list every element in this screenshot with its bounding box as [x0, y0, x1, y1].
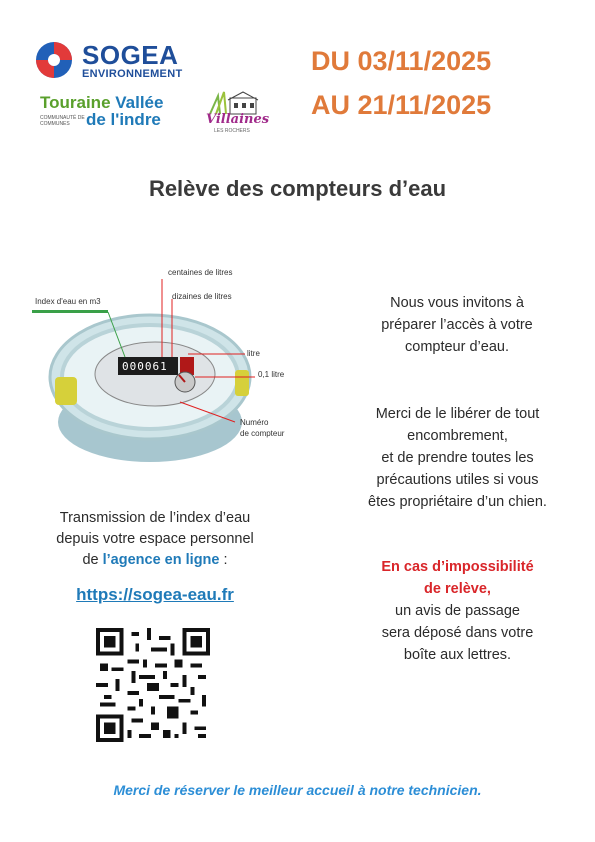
- villaines-name: Villaines: [206, 112, 270, 127]
- transmission-prefix: de: [82, 552, 103, 568]
- tvi-small-text: COMMUNAUTÉ DE COMMUNES: [40, 115, 85, 127]
- date-from: DU 03/11/2025: [311, 46, 492, 76]
- website-link[interactable]: https://sogea-eau.fr: [76, 585, 234, 604]
- invite-line: compteur d’eau.: [405, 339, 509, 355]
- impossible-red-line: En cas d’impossibilité: [381, 559, 534, 575]
- villaines-logo: [200, 90, 270, 140]
- tvi-logo: [40, 93, 190, 133]
- centaines-label: centaines de litres: [168, 268, 233, 277]
- tvi-vallee: Vallée: [115, 93, 164, 112]
- free-line: Merci de le libérer de tout: [375, 406, 540, 422]
- numero-label-2: de compteur: [240, 429, 285, 438]
- water-meter-illustration: [30, 262, 315, 477]
- tvi-touraine: Touraine: [40, 93, 116, 112]
- agence-en-ligne: l’agence en ligne: [102, 552, 220, 568]
- impossibility-notice: [320, 556, 595, 666]
- free-line: et de prendre toutes les: [381, 450, 534, 466]
- footer-message: Merci de réserver le meilleur accueil à notre technicien.: [113, 782, 482, 798]
- free-access-text: [320, 403, 595, 513]
- qr-code-icon[interactable]: [96, 628, 210, 742]
- free-line: encombrement,: [407, 428, 508, 444]
- invite-text: [322, 292, 592, 358]
- tvi-line2: de l'indre: [86, 110, 161, 129]
- invite-line: Nous vous invitons à: [390, 295, 524, 311]
- sogea-logo: [34, 40, 224, 84]
- free-line: précautions utiles si vous: [376, 472, 539, 488]
- transmission-text: [20, 508, 290, 571]
- litre-label: litre: [247, 349, 260, 358]
- numero-label-1: Numéro: [240, 418, 269, 427]
- date-to: AU 21/11/2025: [311, 90, 492, 120]
- page-title: Relève des compteurs d’eau: [148, 176, 447, 201]
- transmission-line: [20, 550, 290, 571]
- index-label: Index d'eau en m3: [35, 297, 101, 306]
- impossible-line: sera déposé dans votre: [381, 625, 534, 641]
- impossible-line: boîte aux lettres.: [403, 647, 512, 663]
- transmission-suffix: :: [219, 552, 228, 568]
- impossible-red-line: de relève,: [424, 581, 491, 597]
- dixieme-label: 0,1 litre: [258, 370, 285, 379]
- sogea-mark-icon: [34, 40, 74, 80]
- free-line: êtes propriétaire d’un chien.: [368, 494, 547, 510]
- meter-digits: 000061: [122, 360, 168, 373]
- invite-line: préparer l’accès à votre: [381, 317, 533, 333]
- transmission-line: depuis votre espace personnel: [56, 531, 254, 547]
- sogea-subtitle: ENVIRONNEMENT: [82, 68, 183, 80]
- villaines-sub: LES ROCHERS: [214, 128, 250, 134]
- sogea-name: SOGEA: [82, 40, 179, 70]
- impossible-line: un avis de passage: [395, 603, 520, 619]
- transmission-line: Transmission de l’index d’eau: [59, 510, 251, 526]
- dizaines-label: dizaines de litres: [172, 292, 232, 301]
